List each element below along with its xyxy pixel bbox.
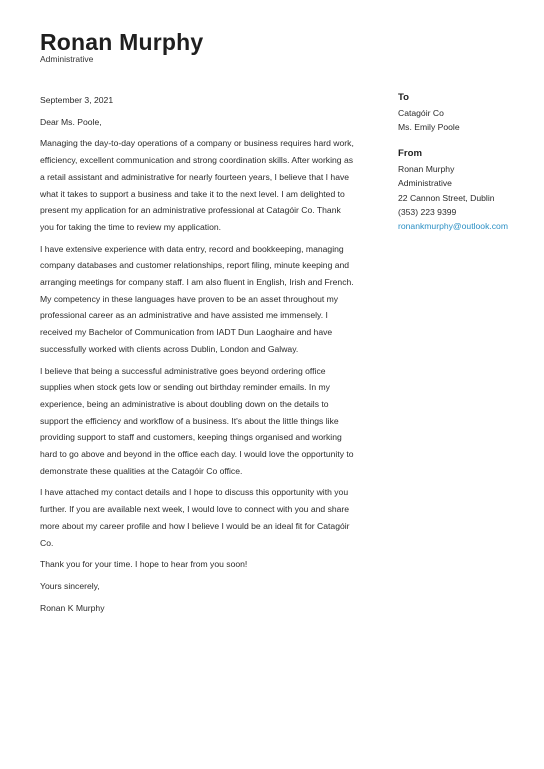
contact-sidebar <box>398 91 538 246</box>
sender-email-link[interactable]: ronankmurphy@outlook.com <box>398 221 508 232</box>
letter-body <box>40 92 356 621</box>
to-heading: To <box>398 92 410 103</box>
sender-phone: (353) 223 9399 <box>398 207 457 218</box>
sender-role: Administrative <box>398 178 452 189</box>
to-block <box>398 91 538 135</box>
letter-date: September 3, 2021 <box>40 95 114 105</box>
applicant-role: Administrative <box>40 54 94 64</box>
applicant-name: Ronan Murphy <box>40 29 204 55</box>
salutation: Dear Ms. Poole, <box>40 116 102 127</box>
recipient-name: Ms. Emily Poole <box>398 122 460 133</box>
paragraph-2: I have extensive experience with data entry, record and bookkeeping, managing company databases and customer relationships, report filing, minute keeping and arranging meetings for company staff. I am also fluent in English, Irish and French. My competency in these languages have proven to be an asset throughout my professional career as an administrative and have assisted me immensely. I received my Bachelor of Communication from IADT Dun Laoghaire and have successfully worked with clients across Dublin, London and Galway. <box>40 243 354 354</box>
from-heading: From <box>398 147 422 159</box>
paragraph-3: I believe that being a successful administrative goes beyond ordering office supplies when stock gets low or sending out birthday reminder emails. In my experience, being an administrative is about doubling down on the details to support the efficiency and workflow of a business. It's about the little things like providing support to staff and customers, keeping things organised and working hard to go above and beyond in the office each day. I would love the opportunity to demonstrate these qualities at the Catagóir Co office. <box>40 365 354 476</box>
paragraph-5: Thank you for your time. I hope to hear from you soon! <box>40 559 248 570</box>
closing: Yours sincerely, <box>40 580 100 591</box>
recipient-company: Catagóir Co <box>398 108 444 118</box>
from-block <box>398 147 538 234</box>
paragraph-4: I have attached my contact details and I hope to discuss this opportunity with you further. If you are available next week, I would love to connect with you and share more about my career profile and how I believe I would be an ideal fit for Catagóir Co. <box>40 487 350 548</box>
signature: Ronan K Murphy <box>40 602 105 613</box>
sender-address: 22 Cannon Street, Dublin <box>398 192 495 203</box>
paragraph-1: Managing the day-to-day operations of a company or business requires hard work, efficiency, excellent communication and strong coordination skills. After working as a retail assistant and administrative for nearly fourteen years, I believe that I have what it takes to support a business and take it to the next level. I am delighted to present my application for an administrative professional at Catagóir Co. Thank you for taking the time to review my application. <box>40 138 354 232</box>
sender-name: Ronan Murphy <box>398 163 455 174</box>
